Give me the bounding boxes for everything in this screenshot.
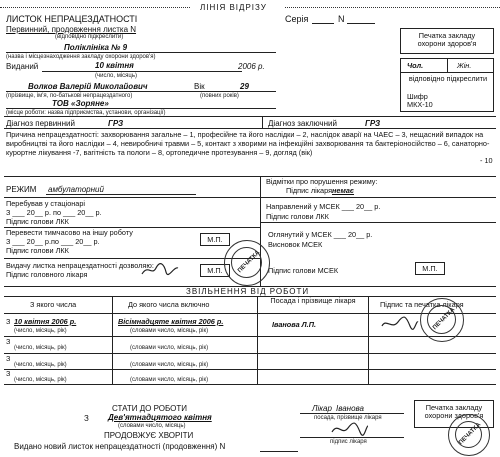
msek-head-signature: Підпис голови МСЕК [268,266,339,275]
doctor-signature-value: немає [332,186,355,195]
row-to-date: Вісімнадцяте квітня 2006 р. [118,317,224,326]
row-prefix: З [6,337,11,346]
row-prefix: З [6,317,11,326]
seal-release-text: ПЕЧАТКА [432,306,457,332]
issued-sub: (число, місяць) [95,73,137,79]
hospital-dates: З ___ 20__ р. по ___ 20__ р. [6,208,102,217]
institution-line [6,52,276,53]
mp-transfer-label: М.П. [207,235,223,244]
allow-top-rule [4,258,260,259]
release-bottom-rule [4,384,496,385]
cut-line-label: ЛІНІЯ ВІДРІЗУ [200,3,267,12]
return-to-work-prefix: З [84,414,89,423]
footer-position-line [300,413,404,414]
stamp-box-header-label: Печатка закладу охорони здоров'я [417,31,477,48]
msek-exam: Оглянутий у МСЕК ___ 20__ р. [268,230,373,239]
row-to-sub: (словами число, місяць, рік) [130,362,209,368]
mp-box-transfer [200,233,230,246]
footer-position-sub: посада, прізвище лікаря [314,415,382,421]
row-from-sub: (число, місяць, рік) [14,328,67,334]
employer-sub: (місце роботи: назва підприємства, установи, організації) [6,110,166,116]
release-col-divider-1 [112,296,113,384]
release-col-divider-2 [257,296,258,384]
primary-diagnosis-value: ГРЗ [108,119,124,128]
cause-code: - 10 [480,156,493,165]
status-sub: (відповідно підкреслити) [55,34,124,40]
new-sheet-line [260,451,298,452]
patient-sub: (прізвище, ім'я, по-батькові непрацездатного) [6,93,133,99]
issued-year: 2006 р. [238,62,265,71]
release-row-rule-3 [4,369,496,370]
regime-top-rule [4,176,496,177]
series-line [312,23,334,24]
cause-paragraph: Причина непрацездатності: захворювання загальне – 1, професійне та його наслідки – 2, наслідок аварії на ЧАЕС – 3, нещасний випадок на виробництві та його наслідки – 4, невиробничі травми – 5, контакт з хворими на інфекційні захворювання та бактеріоносійство – 6, санаторно-курортне лікування -7, вагітність та пологи – 8, ортопедичне протезування – 9, догляд (вік) [6,130,490,157]
row-from-sub: (число, місяць, рік) [14,377,67,383]
footer-doctor-name: Іванова [336,404,364,413]
sex-code-box [400,58,494,112]
institution-sub: (назва і місцезнаходження закладу охорони здоров'я) [6,54,156,60]
row-from-sub: (число, місяць, рік) [14,345,67,351]
new-sheet-label: Видано новий листок непрацездатності (продовження) N [14,442,226,451]
msek-conclusion: Висновок МСЕК [268,240,323,249]
row-prefix: З [6,369,11,378]
return-to-work-sub: (словами число, місяць) [118,423,186,429]
issued-label: Виданий [6,62,39,71]
return-to-work-date: Дев'ятнадцятого квітня [108,413,212,422]
hospital-top-rule [4,197,260,198]
msek-lkk-signature: Підпис голови ЛКК [266,212,329,221]
msek-sent: Направлений у МСЕК ___ 20__ р. [266,202,381,211]
row-to-sub: (словами число, місяць, рік) [130,345,209,351]
document-title: ЛИСТОК НЕПРАЦЕЗДАТНОСТІ [6,14,138,24]
diagnosis-bottom-rule [4,128,496,129]
mp-msek-label: М.П. [422,264,438,273]
col-from-header: З якого числа [30,300,77,309]
violations-label: Відмітки про порушення режиму: [266,177,378,186]
stamp-box-header [400,28,494,54]
col-to-header: До якого числа включно [128,300,210,309]
release-col-divider-3 [368,296,369,384]
msek-exam-top-rule [260,222,496,223]
status-line: Первинний, продовження листка N [6,25,137,34]
primary-diagnosis-label: Діагноз первинний [6,119,75,128]
seal-left [224,240,270,286]
mp-allow-label: М.П. [207,266,223,275]
row-doctor: Іванова Л.П. [272,320,316,329]
release-title-bottom-rule [4,296,496,297]
mp-box-msek [415,262,445,275]
cut-line-left [0,7,190,8]
release-title: ЗВІЛЬНЕННЯ ВІД РОБОТИ [186,287,310,296]
issued-value: 10 квітня [95,61,134,70]
seal-footer [448,414,490,456]
sex-sub: відповідно підкреслити [408,74,488,83]
transfer-dates: З ___ 20__ р.по ___ 20__ р. [6,237,100,246]
footer-signature-sub: підпис лікаря [330,439,367,445]
hospital-label: Перебував у стаціонарі [6,199,86,208]
allow-label: Видачу листка непрацездатності дозволяю: [6,261,154,270]
final-diagnosis-value: ГРЗ [365,119,381,128]
seal-footer-text: ПЕЧАТКА [458,421,483,447]
employer-name: ТОВ «Зоряне» [52,99,109,108]
age-value: 29 [240,82,249,91]
seal-left-text: ПЕЧАТКА [237,249,262,275]
sex-divider [447,59,448,72]
release-row-rule-1 [4,336,496,337]
code-label: Шифр МКХ-10 [407,92,433,109]
return-to-work-label: СТАТИ ДО РОБОТИ [112,404,187,413]
row-from-date: 10 квітня 2006 р. [14,317,77,326]
transfer-signature: Підпис голови ЛКК [6,246,69,255]
number-line [347,23,375,24]
release-row-rule-2 [4,353,496,354]
hospital-lkk-signature: Підпис голови ЛКК [6,217,69,226]
col-position-header: Посада і прізвище лікаря [270,296,356,305]
diagnosis-divider [262,116,263,128]
allow-signature: Підпис головного лікаря [6,270,88,279]
number-label: N [338,14,345,24]
regime-label: РЕЖИМ [6,185,37,194]
transfer-label: Перевести тимчасово на іншу роботу [6,228,133,237]
final-diagnosis-label: Діагноз заключний [268,119,337,128]
allow-signature-scribble [140,262,180,278]
msek-top-rule [260,197,496,198]
row-from-sub: (число, місяць, рік) [14,362,67,368]
sex-male[interactable]: Чол. [407,61,424,70]
patient-name: Волков Валерій Миколайович [28,82,148,91]
patient-line [6,91,276,92]
stamp-box-footer-label: Печатка закладу охорони здоров'я [424,403,484,420]
col-signature-header: Підпис та печатка лікаря [380,300,464,309]
footer-signature-line [300,437,404,438]
footer-doctor-position: Лікар [312,404,332,413]
footer-signature-scribble [330,420,370,438]
row-to-sub: (словами число, місяць, рік) [130,328,209,334]
age-sub: (повних років) [200,93,239,99]
issued-line [42,71,242,72]
cut-line-right [285,7,500,8]
row-prefix: З [6,354,11,363]
seal-release [420,298,464,342]
regime-line [46,194,196,195]
institution-name: Поліклініка № 9 [64,43,128,52]
sex-female[interactable]: Жін. [457,61,472,70]
sex-underline [401,72,493,73]
doctor-signature-label: Підпис лікаря [286,186,333,195]
row-to-sub: (словами число, місяць, рік) [130,377,209,383]
series-label: Серія [285,14,309,24]
continue-sick-label: ПРОДОВЖУЄ ХВОРІТИ [104,431,194,440]
regime-value: амбулаторний [48,185,104,194]
employer-line [6,108,276,109]
age-label: Вік [194,82,205,91]
diagnosis-top-rule [4,116,496,117]
release-row-1-signature [380,314,420,332]
